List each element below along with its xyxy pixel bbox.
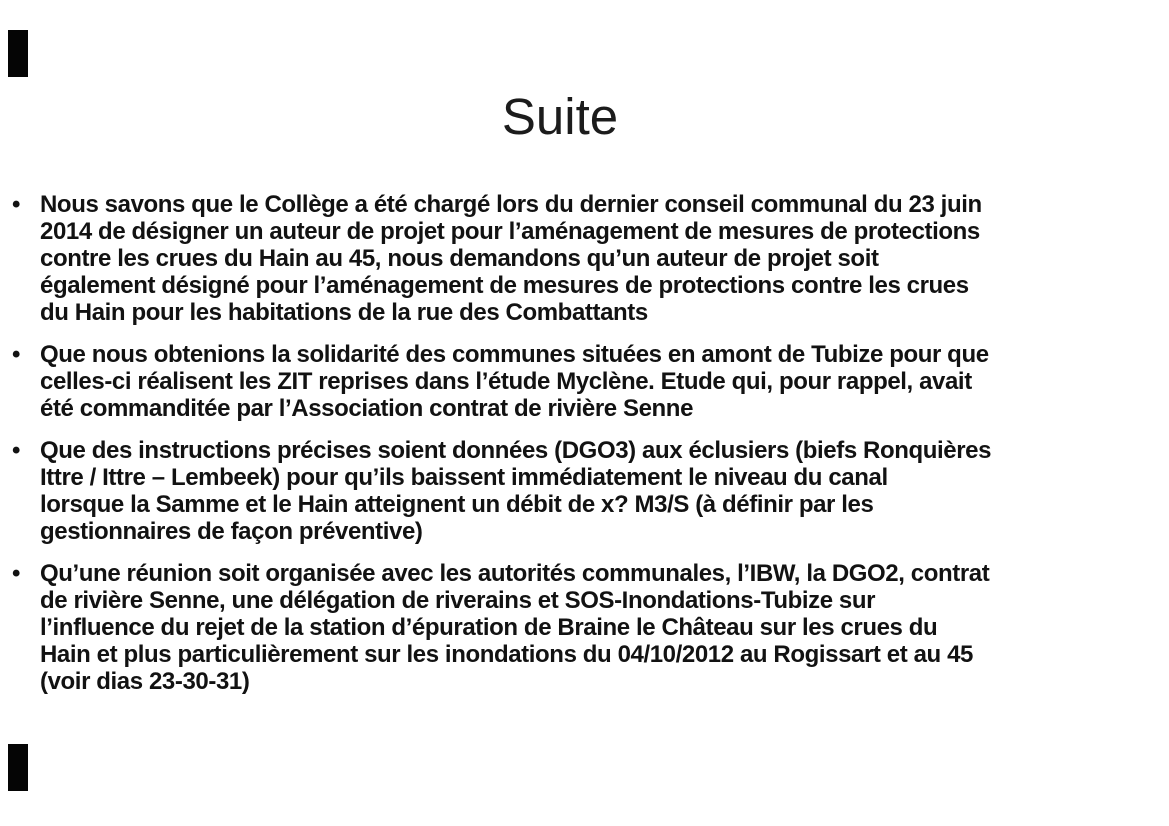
bullet-text-line: Ittre / Ittre – Lembeek) pour qu’ils baissent immédiatement le niveau du canal [40,464,888,491]
bullet-text-line: Hain et plus particulièrement sur les inondations du 04/10/2012 au Rogissart et au 45 [40,641,973,668]
bullet-item [0,191,1169,326]
bullet-item [0,437,1169,545]
bullet-dot-icon: • [12,341,21,368]
bullet-item [0,560,1169,695]
slide-title: Suite [501,88,619,145]
bullet-dot-icon: • [12,437,21,464]
bullet-text-line: du Hain pour les habitations de la rue des Combattants [40,299,648,326]
bullet-item [0,341,1169,422]
scan-artifact-top-left [8,30,28,77]
bullet-text-line: lorsque la Samme et le Hain atteignent un débit de x? M3/S (à définir par les [40,491,874,518]
bullet-text-line: celles-ci réalisent les ZIT reprises dans l’étude Myclène. Etude qui, pour rappel, avait [40,368,972,395]
bullet-text-line: gestionnaires de façon préventive) [40,518,423,545]
bullet-dot-icon: • [12,560,21,587]
bullet-text-line: (voir dias 23-30-31) [40,668,250,695]
bullet-text-line: également désigné pour l’aménagement de mesures de protections contre les crues [40,272,969,299]
bullet-list [0,191,1169,710]
bullet-text-line: Que nous obtenions la solidarité des communes situées en amont de Tubize pour que [40,341,989,368]
scan-artifact-bottom-left [8,744,28,791]
bullet-text-line: de rivière Senne, une délégation de riverains et SOS-Inondations-Tubize sur [40,587,876,614]
bullet-dot-icon: • [12,191,21,218]
bullet-text-line: contre les crues du Hain au 45, nous demandons qu’un auteur de projet soit [40,245,879,272]
bullet-text-line: été commanditée par l’Association contrat de rivière Senne [40,395,694,422]
bullet-text-line: Que des instructions précises soient données (DGO3) aux éclusiers (biefs Ronquières [40,437,992,464]
bullet-text-line: l’influence du rejet de la station d’épuration de Braine le Château sur les crues du [40,614,938,641]
bullet-text-line: Nous savons que le Collège a été chargé lors du dernier conseil communal du 23 juin [40,191,982,218]
bullet-text-line: Qu’une réunion soit organisée avec les autorités communales, l’IBW, la DGO2, contrat [40,560,990,587]
bullet-text-line: 2014 de désigner un auteur de projet pour l’aménagement de mesures de protections [40,218,980,245]
